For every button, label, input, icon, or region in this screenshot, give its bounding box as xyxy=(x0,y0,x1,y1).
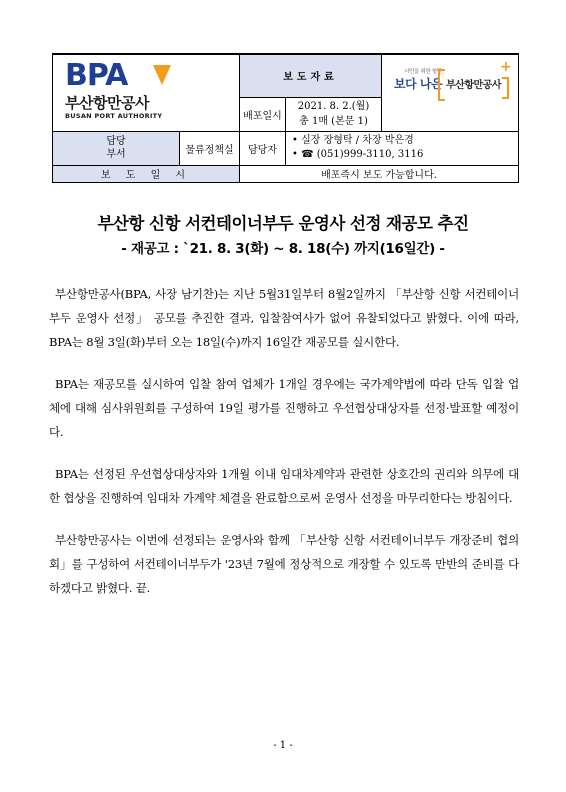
logo-cell xyxy=(53,54,240,131)
plus-icon: + xyxy=(500,59,512,75)
paragraph-1: 부산항만공사(BPA, 사장 남기찬)는 지난 5월31일부터 8월2일까지 「부산항 신항 서컨테이너부두 운영사 선정」 공모를 추진한 결과, 입찰참여사가 없어 유찰되었다고 밝혔다. 이에 따라, BPA는 8월 3일(화)부터 오는 18일(수)까지 16일간 재공모를 실시한다. xyxy=(49,287,519,349)
dept-label xyxy=(53,131,180,165)
slogan-big-text: 보다 나은 xyxy=(394,77,443,91)
person-phone: • ☎ (051)999-3110, 3116 xyxy=(292,149,424,160)
distribution-info xyxy=(286,97,382,131)
slogan-bracket-right xyxy=(502,77,509,99)
logo-triangle-icon xyxy=(153,65,171,85)
logo-english-name: BUSAN PORT AUTHORITY xyxy=(65,112,163,120)
logo-korean-name: 부산항만공사 xyxy=(65,94,149,112)
bpa-logo xyxy=(65,58,175,121)
release-timing-label: 보 도 일 시 xyxy=(53,165,240,182)
dept-value: 물류정책실 xyxy=(180,131,240,165)
page-count: 총 1매 (본문 1) xyxy=(299,116,368,127)
person-label: 담당자 xyxy=(240,131,286,165)
paragraph-3: BPA는 선정된 우선협상대상자와 1개월 이내 임대차계약과 관련한 상호간의 권리와 의무에 대한 협상을 진행하여 임대차 가계약 체결을 완료함으로써 운영사 선정을 마무리한다는 방침이다. xyxy=(49,467,519,505)
press-header-table xyxy=(52,53,519,183)
person-names: • 실장 장형탁 / 차장 박은경 xyxy=(292,135,414,146)
slogan-logo xyxy=(392,59,512,122)
logo-letters: BPA xyxy=(65,58,128,93)
slogan-cell xyxy=(382,54,519,131)
slogan-small-text: 시민을 위한 항만 xyxy=(404,69,443,75)
page-number: - 1 - xyxy=(273,740,293,751)
slogan-bracket-left xyxy=(438,69,445,101)
contact-info xyxy=(286,131,519,165)
article-subtitle: - 재공고 : `21. 8. 3(화) ~ 8. 18(수) 까지(16일간) - xyxy=(121,241,445,257)
press-release-title: 보도자료 xyxy=(240,54,382,97)
paragraph-2: BPA는 재공모를 실시하여 입찰 참여 업체가 1개일 경우에는 국가계약법에 따라 단독 입찰 업체에 대해 심사위원회를 구성하여 19일 평가를 진행하고 우선협상대상자를 선정·발표할 예정이다. xyxy=(49,377,519,439)
release-timing-value: 배포즉시 보도 가능합니다. xyxy=(240,165,519,182)
article-body xyxy=(49,282,519,618)
distribution-date: 2021. 8. 2.(월) xyxy=(297,101,370,112)
dept-label-text: 담당부서 xyxy=(106,136,126,160)
article-title: 부산항 신항 서컨테이너부두 운영사 선정 재공모 추진 xyxy=(97,214,469,233)
slogan-org-name: 부산항만공사 xyxy=(446,80,501,91)
distribution-label: 배포일시 xyxy=(240,97,286,131)
paragraph-4: 부산항만공사는 이번에 선정되는 운영사와 함께 「부산항 신항 서컨테이너부두 개장준비 협의회」를 구성하여 서컨테이너부두가 '23년 7월에 정상적으로 개장할 수 있도록 만반의 준비를 다하겠다고 밝혔다. 끝. xyxy=(49,533,519,595)
